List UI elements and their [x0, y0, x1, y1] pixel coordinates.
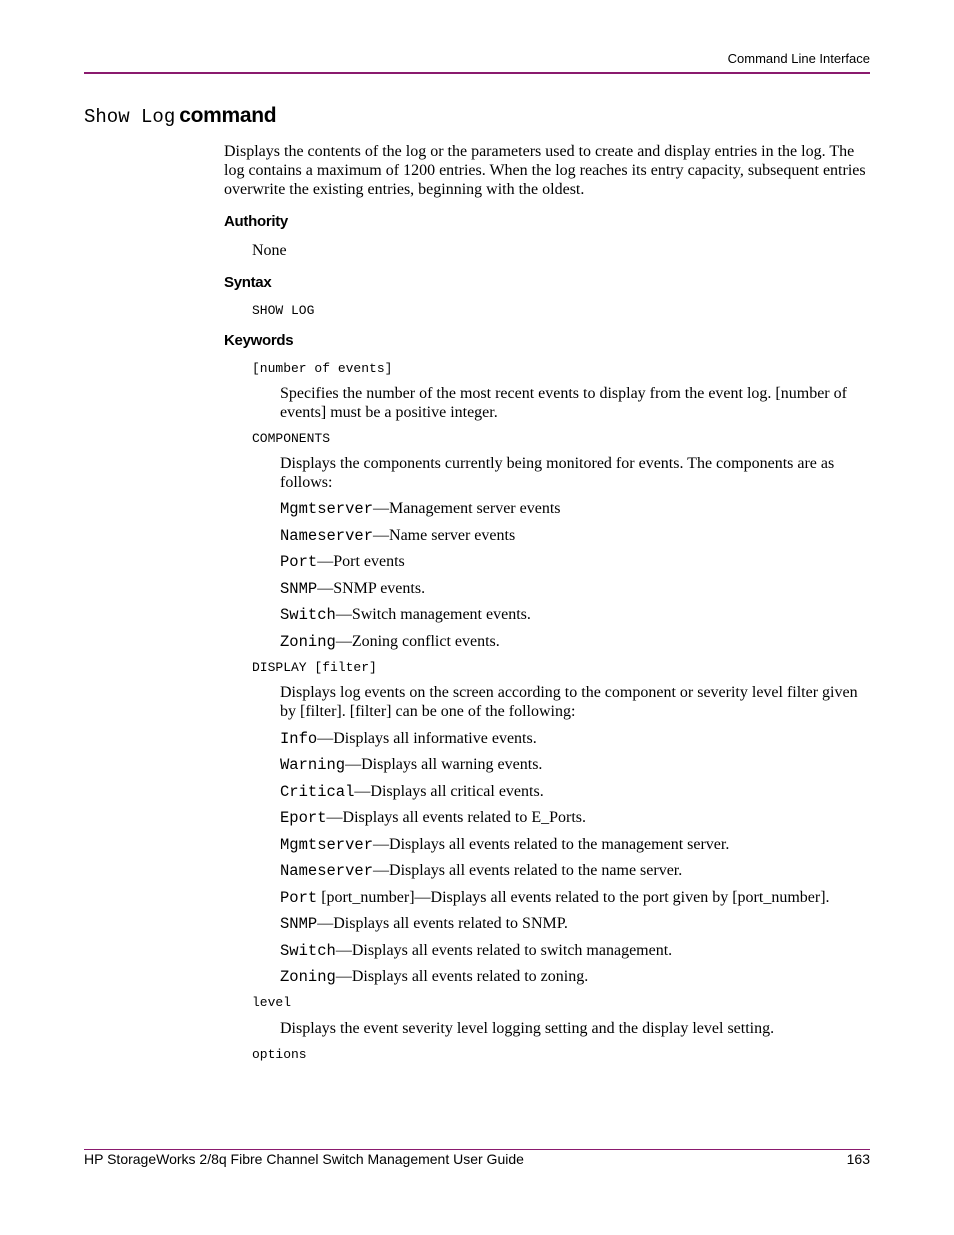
keyword-desc-level: Displays the event severity level logging setting and the display level setting. — [280, 1020, 775, 1037]
list-item: Switch—Displays all events related to switch management. — [280, 942, 673, 960]
syntax-heading: Syntax — [224, 274, 272, 291]
list-item: Switch—Switch management events. — [280, 606, 531, 624]
list-item: Mgmtserver—Management server events — [280, 500, 561, 518]
keyword-term-level: level — [252, 995, 292, 1010]
keyword-term-display: DISPLAY [filter] — [252, 660, 377, 675]
keyword-term-components: COMPONENTS — [252, 431, 331, 446]
keyword-desc-components: Displays the components currently being monitored for events. The components are as follows: — [280, 455, 835, 491]
running-header: Command Line Interface — [727, 51, 870, 66]
list-item: Eport—Displays all events related to E_Ports. — [280, 809, 587, 827]
keyword-desc-number-of-events: Specifies the number of the most recent events to display from the event log. [number of events] must be a positive integer. — [280, 385, 847, 421]
list-item: SNMP—Displays all events related to SNMP. — [280, 915, 568, 933]
title-word: command — [179, 104, 277, 127]
keyword-term-options: options — [252, 1047, 307, 1062]
header-rule — [84, 72, 870, 74]
list-item: Nameserver—Displays all events related to the name server. — [280, 862, 683, 880]
footer-rule — [84, 1149, 870, 1150]
keywords-heading: Keywords — [224, 332, 294, 349]
keyword-desc-display: Displays log events on the screen according to the component or severity level filter given by [filter]. [filter] can be one of the following: — [280, 684, 858, 720]
list-item: Critical—Displays all critical events. — [280, 783, 544, 801]
syntax-value: SHOW LOG — [252, 303, 315, 318]
authority-heading: Authority — [224, 213, 288, 230]
title-command: Show Log — [84, 106, 176, 128]
intro-paragraph: Displays the contents of the log or the parameters used to create and display entries in the log. The log contains a maximum of 1200 entries. When the log reaches its entry capacity, subsequent entries overwrite the existing entries, beginning with the oldest. — [224, 143, 866, 198]
list-item: Port [port_number]—Displays all events related to the port given by [port_number]. — [280, 889, 830, 907]
section-title — [84, 104, 276, 128]
keyword-term-number-of-events: [number of events] — [252, 361, 393, 376]
list-item: Zoning—Displays all events related to zoning. — [280, 968, 589, 986]
list-item: Zoning—Zoning conflict events. — [280, 633, 500, 651]
list-item: Nameserver—Name server events — [280, 527, 516, 545]
page-number: 163 — [846, 1151, 870, 1167]
list-item: SNMP—SNMP events. — [280, 580, 426, 598]
list-item: Warning—Displays all warning events. — [280, 756, 543, 774]
list-item: Port—Port events — [280, 553, 405, 571]
list-item: Mgmtserver—Displays all events related to the management server. — [280, 836, 730, 854]
list-item: Info—Displays all informative events. — [280, 730, 537, 748]
authority-value: None — [252, 242, 287, 259]
footer-title: HP StorageWorks 2/8q Fibre Channel Switch Management User Guide — [84, 1151, 524, 1167]
